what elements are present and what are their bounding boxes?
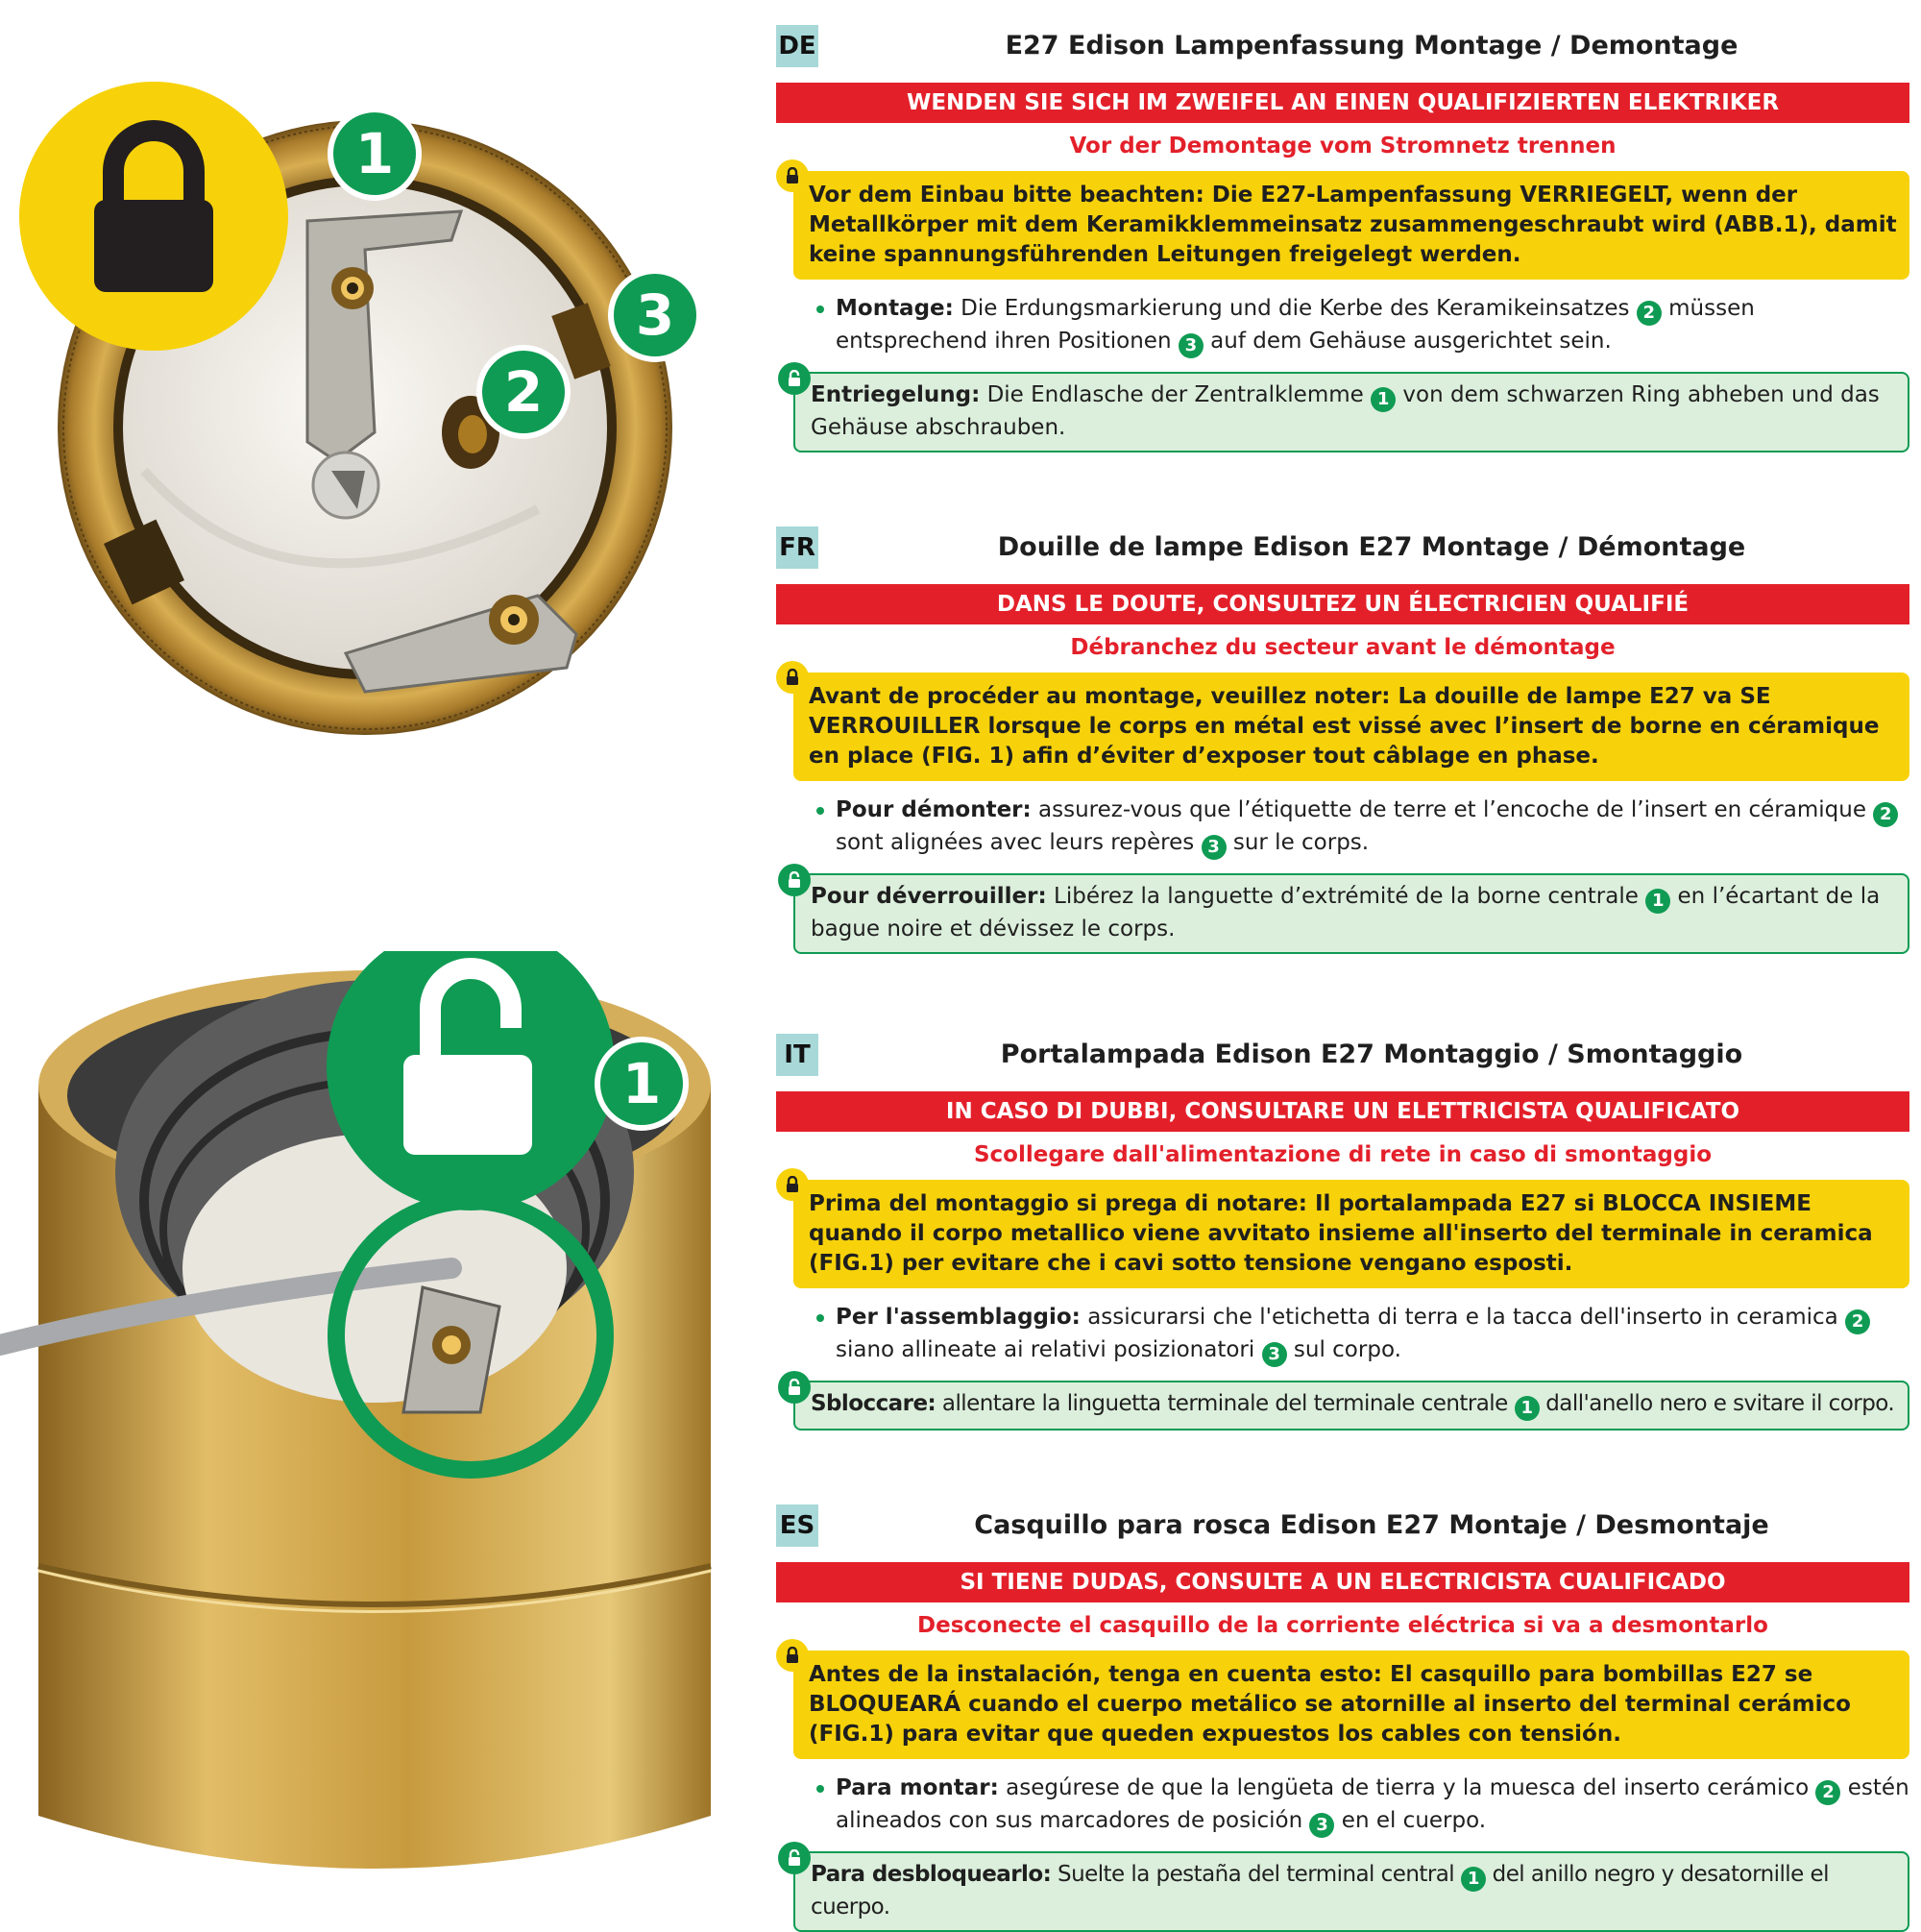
assembly-text: assicurarsi che l'etichetta di terra e la tacca dell'inserto in ceramica	[1080, 1305, 1846, 1330]
svg-text:1: 1	[354, 121, 395, 186]
assembly-text: Die Erdungsmarkierung und die Kerbe des Keramikeinsatzes	[953, 296, 1637, 321]
lock-note	[793, 1651, 1909, 1759]
disconnect-warning: Scollegare dall'alimentazione di rete in caso di smontaggio	[973, 1142, 1713, 1167]
note-lead: Avant de procéder au montage, veuillez noter:	[809, 684, 1391, 709]
note-text: Die E27-Lampenfassung VERRIEGELT, wenn der Metallkörper mit dem Keramikklemmeinsatz zusammengeschraubt wird (ABB.1), damit keine spannungsführenden Leitungen freigelegt werden.	[809, 183, 1897, 267]
lock-small-icon	[776, 1639, 809, 1672]
marker-3-badge	[611, 271, 699, 359]
disconnect-warning: Desconecte el casquillo de la corriente eléctrica si va a desmontarlo	[917, 1613, 1768, 1638]
assembly-text: müssen entsprechend ihren Positionen	[836, 296, 1755, 354]
bottom-socket-photo	[0, 951, 730, 1912]
assembly-text: auf dem Gehäuse ausgerichtet sein.	[1203, 329, 1612, 354]
marker-2-inline: 2	[1637, 301, 1662, 326]
assembly-text: sul corpo.	[1286, 1337, 1401, 1362]
note-lead: Prima del montaggio si prega di notare:	[809, 1191, 1307, 1216]
section-it	[776, 1034, 1909, 1431]
assembly-instruction	[815, 1773, 1909, 1838]
section-title: Casquillo para rosca Edison E27 Montaje / Desmontaje	[974, 1510, 1769, 1540]
marker-2-badge	[479, 348, 568, 436]
language-tag: ES	[776, 1504, 818, 1547]
unlock-lead: Entriegelung:	[811, 382, 981, 407]
disconnect-warning: Débranchez du secteur avant le démontage	[1070, 635, 1616, 660]
section-fr	[776, 526, 1909, 954]
assembly-text: en el cuerpo.	[1334, 1808, 1487, 1833]
disconnect-warning: Vor der Demontage vom Stromnetz trennen	[1069, 134, 1617, 159]
svg-text:1: 1	[621, 1051, 662, 1116]
unlock-text: allentare la linguetta terminale del terminale centrale	[936, 1391, 1515, 1416]
assembly-lead: Para montar:	[836, 1775, 999, 1800]
top-socket-photo	[0, 58, 730, 788]
language-tag: IT	[776, 1034, 818, 1076]
marker-2-inline: 2	[1873, 802, 1898, 827]
note-text: Il portalampada E27 si BLOCCA INSIEME quando il corpo metallico viene avvitato insieme all'inserto del terminale in ceramica (FIG.1) per evitare che i cavi sotto tensione vengano esposti.	[809, 1191, 1873, 1276]
language-tag: DE	[776, 25, 818, 67]
lock-note	[793, 673, 1909, 781]
unlock-note	[793, 372, 1909, 452]
unlock-text: Libérez la languette d’extrémité de la borne centrale	[1046, 884, 1646, 909]
lock-small-icon	[776, 159, 809, 192]
assembly-lead: Montage:	[836, 296, 954, 321]
section-title: Portalampada Edison E27 Montaggio / Smontaggio	[1000, 1039, 1743, 1069]
section-title: Douille de lampe Edison E27 Montage / Démontage	[997, 532, 1746, 562]
unlock-text: del anillo negro y desatornille el cuerpo.	[811, 1862, 1829, 1920]
marker-1-badge	[330, 110, 419, 198]
unlock-text: dall'anello nero e svitare il corpo.	[1539, 1391, 1895, 1416]
assembly-text: siano allineate ai relativi posizionatori	[836, 1337, 1262, 1362]
marker-2-inline: 2	[1815, 1780, 1840, 1805]
assembly-text: sur le corps.	[1226, 830, 1370, 855]
warning-banner: DANS LE DOUTE, CONSULTEZ UN ÉLECTRICIEN QUALIFIÉ	[776, 584, 1909, 624]
assembly-text: estén alineados con sus marcadores de posición	[836, 1775, 1909, 1833]
assembly-text: sont alignées avec leurs repères	[836, 830, 1202, 855]
section-es	[776, 1504, 1909, 1932]
lock-small-icon	[776, 661, 809, 694]
lock-note	[793, 171, 1909, 280]
marker-1-inline: 1	[1461, 1867, 1486, 1892]
unlock-text: Die Endlasche der Zentralklemme	[980, 382, 1372, 407]
unlock-text: Suelte la pestaña del terminal central	[1051, 1862, 1461, 1887]
note-text: La douille de lampe E27 va SE VERROUILLER lorsque le corps en métal est vissé avec l’insert de borne en céramique en place (FIG. 1) afin d’éviter d’exposer tout câblage en phase.	[809, 684, 1880, 769]
unlock-text: en l’écartant de la bague noire et dévissez le corps.	[811, 884, 1881, 942]
language-tag: FR	[776, 526, 818, 569]
unlock-small-icon	[778, 1371, 811, 1404]
marker-1-inline: 1	[1515, 1396, 1540, 1421]
unlock-note	[793, 1381, 1909, 1431]
marker-1-bottom-badge	[597, 1039, 686, 1128]
assembly-instruction	[815, 795, 1909, 860]
unlock-lead: Para desbloquearlo:	[811, 1862, 1052, 1887]
assembly-instruction	[815, 1302, 1909, 1367]
warning-banner: SI TIENE DUDAS, CONSULTE A UN ELECTRICISTA CUALIFICADO	[776, 1562, 1909, 1602]
section-de	[776, 25, 1909, 452]
lock-note	[793, 1180, 1909, 1288]
svg-text:3: 3	[635, 282, 675, 348]
unlock-lead: Pour déverrouiller:	[811, 884, 1047, 909]
lock-small-icon	[776, 1168, 809, 1201]
unlock-small-icon	[778, 362, 811, 395]
warning-banner: WENDEN SIE SICH IM ZWEIFEL AN EINEN QUALIFIZIERTEN ELEKTRIKER	[776, 83, 1909, 123]
assembly-instruction	[815, 293, 1909, 358]
assembly-lead: Pour démonter:	[836, 797, 1032, 822]
marker-1-inline: 1	[1645, 889, 1670, 914]
unlock-note	[793, 1851, 1909, 1932]
unlock-text: von dem schwarzen Ring abheben und das Gehäuse abschrauben.	[811, 382, 1880, 440]
unlock-note	[793, 873, 1909, 954]
note-lead: Vor dem Einbau bitte beachten:	[809, 183, 1204, 208]
unlock-lead: Sbloccare:	[811, 1391, 936, 1416]
marker-3-inline: 3	[1202, 835, 1227, 860]
lock-closed-icon	[19, 82, 288, 351]
assembly-text: asegúrese de que la lengüeta de tierra y la muesca del inserto cerámico	[998, 1775, 1816, 1800]
warning-banner: IN CASO DI DUBBI, CONSULTARE UN ELETTRICISTA QUALIFICATO	[776, 1091, 1909, 1132]
marker-2-inline: 2	[1845, 1309, 1870, 1334]
unlock-small-icon	[778, 1842, 811, 1874]
unlock-small-icon	[778, 864, 811, 896]
note-text: El casquillo para bombillas E27 se BLOQUEARÁ cuando el cuerpo metálico se atornille al inserto del terminal cerámico (FIG.1) para evitar que queden expuestos los cables con tensión.	[809, 1662, 1851, 1747]
marker-3-inline: 3	[1179, 333, 1204, 358]
marker-1-inline: 1	[1371, 387, 1396, 412]
assembly-lead: Per l'assemblaggio:	[836, 1305, 1081, 1330]
marker-3-inline: 3	[1262, 1342, 1287, 1367]
marker-3-inline: 3	[1309, 1813, 1334, 1838]
svg-text:2: 2	[503, 359, 544, 425]
section-title: E27 Edison Lampenfassung Montage / Demontage	[1005, 31, 1739, 61]
note-lead: Antes de la instalación, tenga en cuenta esto:	[809, 1662, 1382, 1687]
assembly-text: assurez-vous que l’étiquette de terre et l’encoche de l’insert en céramique	[1031, 797, 1874, 822]
